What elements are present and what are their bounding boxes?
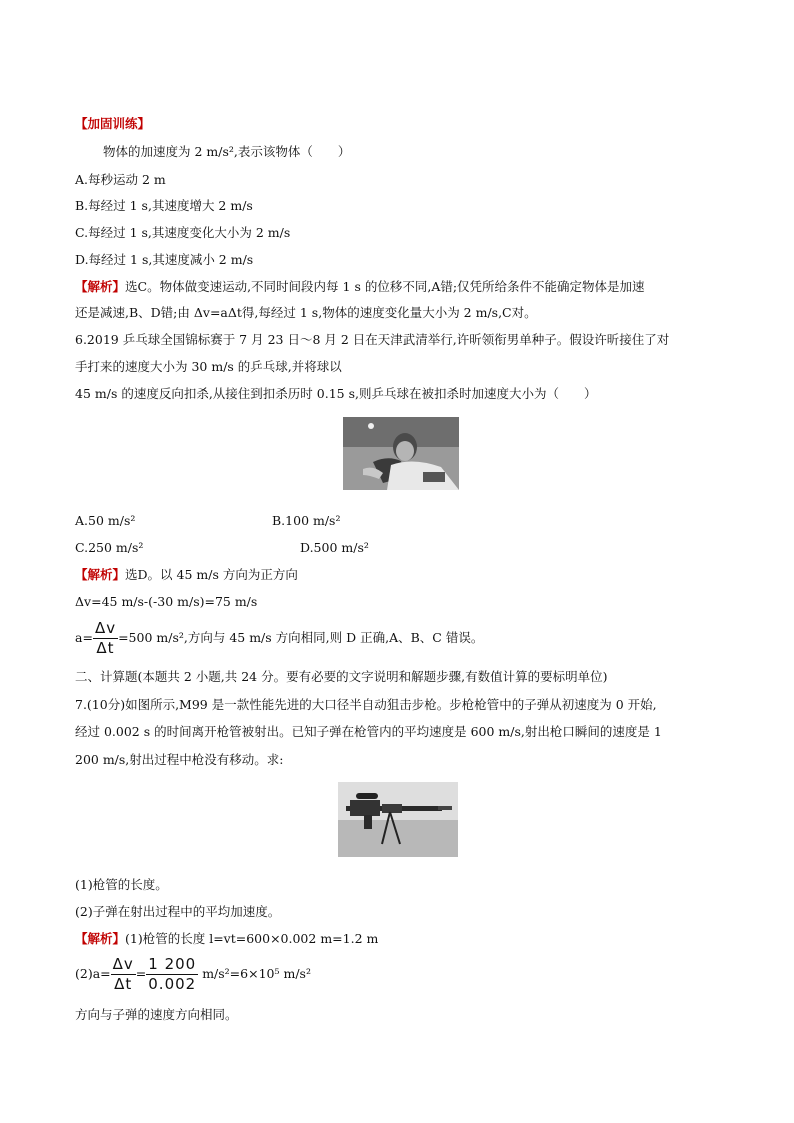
reinforce-option-c: C.每经过 1 s,其速度变化大小为 2 m/s bbox=[75, 225, 291, 240]
reinforce-question-stem: 物体的加速度为 2 m/s²,表示该物体（ ） bbox=[103, 144, 351, 159]
reinforce-analysis-line1 bbox=[75, 279, 645, 295]
formula-suffix: =500 m/s²,方向与 45 m/s 方向相同,则 D 正确,A、B、C 错误。 bbox=[118, 630, 484, 645]
analysis-text: 选C。物体做变速运动,不同时间段内每 1 s 的位移不同,A错;仅凭所给条件不能确定物体是加速 bbox=[125, 279, 645, 294]
q6-line2: 手打来的速度大小为 30 m/s 的乒乓球,并将球以 bbox=[75, 359, 342, 374]
section-reinforce-heading: 【加固训练】 bbox=[75, 116, 151, 131]
fraction-denominator: Δt bbox=[114, 975, 133, 993]
fraction-numeric bbox=[146, 957, 198, 992]
q7-line3: 200 m/s,射出过程中枪没有移动。求: bbox=[75, 752, 284, 767]
analysis-tag: 【解析】 bbox=[75, 279, 126, 294]
q6-option-b: B.100 m/s² bbox=[272, 513, 341, 528]
fraction bbox=[93, 621, 118, 656]
q7-subquestion-1: (1)枪管的长度。 bbox=[75, 877, 168, 892]
analysis-tag: 【解析】 bbox=[75, 931, 126, 946]
q7-analysis-line1 bbox=[75, 931, 378, 947]
q6-acceleration-formula bbox=[75, 621, 483, 656]
q7-line2: 经过 0.002 s 的时间离开枪管被射出。已知子弹在枪管内的平均速度是 600 m/s,射出枪口瞬间的速度是 1 bbox=[75, 724, 662, 739]
section2-title: 二、计算题(本题共 2 小题,共 24 分。要有必要的文字说明和解题步骤,有数值计算的要标明单位) bbox=[75, 669, 608, 684]
q6-analysis-line1 bbox=[75, 567, 298, 583]
fraction-numerator: Δv bbox=[94, 619, 117, 637]
q6-option-c: C.250 m/s² bbox=[75, 540, 144, 555]
q6-option-d: D.500 m/s² bbox=[300, 540, 369, 555]
equals-sign: = bbox=[135, 966, 147, 981]
q7-conclusion: 方向与子弹的速度方向相同。 bbox=[75, 1007, 238, 1022]
reinforce-analysis-line2: 还是减速,B、D错;由 Δv=aΔt得,每经过 1 s,物体的速度变化量大小为 2 m/s,C对。 bbox=[75, 305, 537, 320]
analysis-text: 选D。以 45 m/s 方向为正方向 bbox=[125, 567, 298, 582]
formula-suffix: m/s²=6×10⁵ m/s² bbox=[198, 966, 311, 981]
q7-line1: 7.(10分)如图所示,M99 是一款性能先进的大口径半自动狙击步枪。步枪枪管中的子弹从初速度为 0 开始, bbox=[75, 697, 657, 712]
q6-line1: 6.2019 乒乓球全国锦标赛于 7 月 23 日～8 月 2 日在天津武清举行,许昕领衔男单种子。假设许昕接住了对 bbox=[75, 332, 670, 347]
reinforce-option-a: A.每秒运动 2 m bbox=[75, 172, 166, 187]
analysis-text: (1)枪管的长度 l=vt=600×0.002 m=1.2 m bbox=[125, 931, 379, 946]
table-tennis-player-photo bbox=[343, 417, 459, 490]
q7-acceleration-formula bbox=[75, 957, 311, 992]
fraction-denominator: 0.002 bbox=[148, 975, 197, 993]
fraction-numerator: Δv bbox=[112, 955, 134, 973]
q7-subquestion-2: (2)子弹在射出过程中的平均加速度。 bbox=[75, 904, 281, 919]
fraction-numerator: 1 200 bbox=[148, 955, 197, 973]
reinforce-option-d: D.每经过 1 s,其速度减小 2 m/s bbox=[75, 252, 254, 267]
q6-option-a: A.50 m/s² bbox=[75, 513, 136, 528]
fraction-denominator: Δt bbox=[96, 639, 115, 657]
formula-prefix: a= bbox=[75, 630, 93, 645]
sniper-rifle-photo bbox=[338, 782, 458, 857]
analysis-tag: 【解析】 bbox=[75, 567, 126, 582]
q6-line3: 45 m/s 的速度反向扣杀,从接住到扣杀历时 0.15 s,则乒乓球在被扣杀时加速度大小为（ ） bbox=[75, 386, 597, 401]
q6-analysis-line2: Δv=45 m/s-(-30 m/s)=75 m/s bbox=[75, 594, 258, 609]
reinforce-option-b: B.每经过 1 s,其速度增大 2 m/s bbox=[75, 198, 253, 213]
formula-prefix: (2)a= bbox=[75, 966, 111, 981]
fraction-symbolic bbox=[111, 957, 136, 992]
